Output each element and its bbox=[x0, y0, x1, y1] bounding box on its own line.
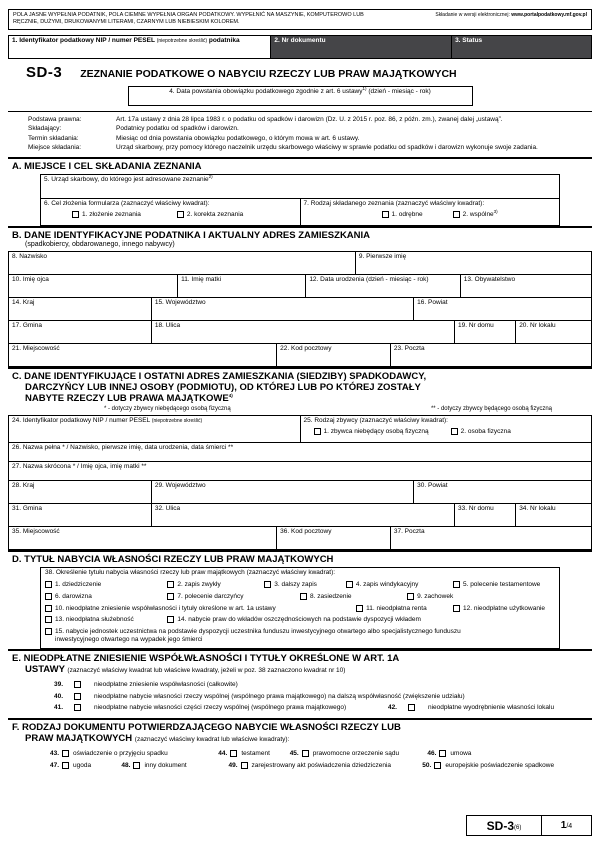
field-7-option-wspolne[interactable] bbox=[453, 208, 498, 219]
field-33-label: 33. Nr domu bbox=[457, 504, 494, 512]
legal-label: Miejsce składania: bbox=[28, 144, 82, 152]
field-45 bbox=[290, 750, 428, 758]
checkbox-icon[interactable] bbox=[74, 704, 81, 711]
checkbox-icon[interactable] bbox=[167, 616, 174, 623]
field-43 bbox=[50, 750, 218, 758]
option-label: 15. nabycie jednostek uczestnictwa na podstawie dyspozycji uczestnika funduszu inwestycyjnego otwartego albo specjalistycznego funduszu inwestycyjnego otwartego na wypadek jego śmierci bbox=[55, 628, 461, 643]
field-32-label: 32. Ulica bbox=[154, 504, 181, 512]
field-22-label: 22. Kod pocztowy bbox=[280, 344, 332, 352]
field-7-label: 7. Rodzaj składanego zeznania (zaznaczyć właściwy kwadrat): bbox=[303, 199, 485, 207]
field-6-option-zlozenie[interactable] bbox=[72, 211, 141, 219]
field-7-rodzaj-zeznania bbox=[301, 199, 561, 226]
legal-row-miejsce bbox=[28, 143, 590, 152]
field-49 bbox=[228, 762, 422, 770]
field-46 bbox=[427, 750, 560, 758]
legal-text: Podatnicy podatku od spadków i darowizn. bbox=[116, 125, 239, 133]
field-48-number: 48. bbox=[121, 762, 131, 769]
form-title: ZEZNANIE PODATKOWE O NABYCIU RZECZY LUB PRAW MAJĄTKOWYCH bbox=[80, 68, 457, 80]
section-f-title-line1: F. RODZAJ DOKUMENTU POTWIERDZAJĄCEGO NABYCIE WŁASNOŚCI RZECZY LUB bbox=[12, 722, 401, 734]
field-39-number: 39. bbox=[54, 680, 64, 688]
field-10-label: 10. Imię ojca bbox=[12, 275, 49, 283]
footer-form-code-text: SD-3 bbox=[486, 818, 514, 833]
checkbox-icon[interactable] bbox=[356, 605, 363, 612]
field-29-label: 29. Województwo bbox=[154, 481, 206, 489]
checkbox-icon[interactable] bbox=[241, 762, 248, 769]
checkbox-icon[interactable] bbox=[451, 428, 458, 435]
field-8-nazwisko-input[interactable] bbox=[9, 252, 356, 275]
legal-label: Składający: bbox=[28, 125, 62, 133]
section-f-title-note: (zaznaczyć właściwy kwadrat lub właściwe kwadraty): bbox=[134, 736, 290, 744]
field-1-note: (niepotrzebne skreślić) bbox=[156, 38, 208, 44]
id-row bbox=[8, 35, 592, 59]
checkbox-icon[interactable] bbox=[45, 605, 52, 612]
field-13-obywatelstwo-input[interactable] bbox=[461, 275, 592, 298]
field-24-note: (niepotrzebne skreślić) bbox=[151, 417, 203, 424]
field-38-option-12[interactable] bbox=[453, 605, 555, 613]
field-2-label: 2. Nr dokumentu bbox=[274, 37, 326, 44]
checkbox-icon[interactable] bbox=[408, 704, 415, 711]
field-36-label: 36. Kod pocztowy bbox=[280, 527, 332, 535]
field-9-pierwsze-imie-input[interactable] bbox=[356, 252, 592, 275]
section-e-title-note: (zaznaczyć właściwy kwadrat lub właściwe kwadraty, jeżeli w poz. 38 zaznaczono kwadrat nr 10) bbox=[67, 666, 346, 674]
legal-label: Podstawa prawna: bbox=[28, 116, 82, 123]
field-40-label: nieodpłatne nabycie własności rzeczy wspólnej (wspólnego prawa majątkowego) na dalszą współwłasność (zwiększenie udziału) bbox=[94, 692, 465, 700]
field-44-label: testament bbox=[241, 750, 270, 758]
field-42-label: nieodpłatne wyodrębnienie własności lokalu bbox=[427, 704, 555, 712]
section-b-fields bbox=[8, 251, 592, 367]
checkbox-icon[interactable] bbox=[453, 605, 460, 612]
option-label: 11. nieodpłatna renta bbox=[366, 604, 427, 612]
field-19-label: 19. Nr domu bbox=[457, 321, 494, 329]
field-38-option-6[interactable] bbox=[45, 593, 167, 601]
checkbox-icon[interactable] bbox=[167, 581, 174, 588]
field-13-label: 13. Obywatelstwo bbox=[463, 275, 516, 283]
field-29-wojewodztwo-input[interactable] bbox=[152, 481, 414, 504]
option-label: 1. dziedziczenie bbox=[55, 580, 102, 588]
field-47-label: ugoda bbox=[73, 762, 92, 769]
field-40-number: 40. bbox=[54, 692, 64, 700]
field-26-nazwa-pelna-input[interactable] bbox=[9, 443, 592, 462]
field-38-option-8[interactable] bbox=[300, 593, 407, 601]
field-38-option-11[interactable] bbox=[356, 605, 453, 613]
field-48-label: inny dokument bbox=[144, 762, 187, 769]
checkbox-icon[interactable] bbox=[264, 581, 271, 588]
checkbox-icon[interactable] bbox=[407, 593, 414, 600]
field-38-label: 38. Określenie tytułu nabycia własności rzeczy lub praw majątkowych (zaznaczyć właściwy kwadrat): bbox=[45, 568, 336, 576]
checkbox-icon[interactable] bbox=[453, 211, 460, 218]
section-c-title-line1: C. DANE IDENTYFIKUJĄCE I OSTATNI ADRES ZAMIESZKANIA (SIEDZIBY) SPADKODAWCY, bbox=[12, 370, 427, 382]
field-40 bbox=[40, 693, 560, 701]
field-5-label: 5. Urząd skarbowy, do którego jest adresowane zeznanie bbox=[44, 175, 209, 183]
option-label: 5. polecenie testamentowe bbox=[462, 580, 541, 588]
field-6-option-korekta[interactable] bbox=[177, 211, 243, 219]
option-label: 14. nabycie praw do wkładów oszczędnościowych na podstawie dyspozycji wkładem bbox=[177, 616, 421, 624]
option-label: 12. nieodpłatne użytkowanie bbox=[462, 604, 546, 612]
footer-form-version: (6) bbox=[514, 824, 522, 831]
field-8-label: 8. Nazwisko bbox=[12, 252, 48, 260]
checkbox-icon[interactable] bbox=[62, 750, 69, 757]
field-23-poczta-input[interactable] bbox=[391, 344, 592, 367]
section-c-footnote-marker: 4) bbox=[228, 392, 233, 398]
field-38-option-3[interactable] bbox=[264, 581, 346, 589]
legal-text: Art. 17a ustawy z dnia 28 lipca 1983 r. o podatku od spadków i darowizn (Dz. U. z 2015 r. poz. 86, z późn. zm.), zwanej dalej „ustawą”. bbox=[116, 116, 503, 123]
checkbox-icon[interactable] bbox=[382, 211, 389, 218]
checkbox-icon[interactable] bbox=[167, 593, 174, 600]
field-25-option-osoba-fizyczna[interactable] bbox=[451, 428, 511, 436]
field-47-number: 47. bbox=[50, 762, 60, 769]
field-4-footnote-marker: 1) bbox=[362, 85, 367, 91]
field-14-label: 14. Kraj bbox=[12, 298, 35, 306]
checkbox-icon[interactable] bbox=[62, 762, 69, 769]
field-17-gmina-input[interactable] bbox=[9, 321, 152, 344]
field-30-powiat-input[interactable] bbox=[414, 481, 592, 504]
field-10-imie-ojca-input[interactable] bbox=[9, 275, 178, 298]
checkbox-icon[interactable] bbox=[45, 628, 52, 635]
field-27-nazwa-skrocona-input[interactable] bbox=[9, 462, 592, 481]
section-a-header bbox=[8, 157, 592, 174]
option-label: 7. polecenie darczyńcy bbox=[177, 592, 244, 600]
page-footer bbox=[466, 815, 592, 836]
field-5-footnote-marker: 2) bbox=[208, 173, 213, 179]
field-14-kraj-input[interactable] bbox=[9, 298, 152, 321]
legal-row-termin bbox=[28, 134, 590, 143]
legal-text: Miesiąc od dnia powstania obowiązku podatkowego, o którym mowa w art. 6 ustawy. bbox=[116, 134, 360, 142]
efiling-url-link[interactable]: www.portalpodatkowy.mf.gov.pl bbox=[511, 12, 587, 18]
section-a-title: A. MIEJSCE I CEL SKŁADANIA ZEZNANIA bbox=[12, 160, 202, 172]
field-37-label: 37. Poczta bbox=[393, 527, 425, 535]
checkbox-icon[interactable] bbox=[346, 581, 353, 588]
field-7-option-1-label: 1. odrębne bbox=[391, 210, 423, 218]
field-27-label: 27. Nazwa skrócona * / Imię ojca, imię matki ** bbox=[12, 462, 147, 470]
checkbox-icon[interactable] bbox=[74, 681, 81, 688]
option-label: 2. zapis zwykły bbox=[177, 580, 221, 588]
field-38-option-10[interactable] bbox=[45, 605, 356, 613]
field-41-number: 41. bbox=[54, 704, 64, 712]
field-3-label: 3. Status bbox=[455, 37, 483, 44]
section-c-title-line3: NABYTE RZECZY LUB PRAWA MAJĄTKOWE bbox=[25, 392, 229, 404]
field-43-number: 43. bbox=[50, 750, 60, 758]
section-e-header bbox=[8, 649, 592, 677]
checkbox-icon[interactable] bbox=[434, 762, 441, 769]
field-42-number: 42. bbox=[387, 704, 397, 712]
checkbox-icon[interactable] bbox=[300, 593, 307, 600]
field-9-label: 9. Pierwsze imię bbox=[358, 252, 407, 260]
field-28-label: 28. Kraj bbox=[12, 481, 35, 489]
field-6-option-1-label: 1. złożenie zeznania bbox=[82, 210, 141, 218]
field-25-option-1-label: 1. zbywca niebędący osobą fizyczną bbox=[323, 427, 429, 435]
field-38-option-9[interactable] bbox=[407, 593, 555, 601]
legal-text: Urząd skarbowy, przy pomocy którego naczelnik urzędu skarbowego właściwy w sprawie podatku od spadków i darowizn wykonuje swoje zadania. bbox=[116, 144, 538, 152]
field-50-number: 50. bbox=[422, 762, 432, 769]
section-e-fields bbox=[40, 681, 560, 712]
fields-41-42-row bbox=[40, 704, 560, 712]
section-b-subtitle: (spadkobiercy, obdarowanego, innego nabywcy) bbox=[25, 240, 175, 248]
field-42 bbox=[388, 704, 560, 712]
field-25-option-2-label: 2. osoba fizyczna bbox=[460, 427, 511, 435]
header-notice bbox=[8, 9, 592, 30]
field-12-label: 12. Data urodzenia (dzień - miesiąc - rok) bbox=[309, 275, 429, 283]
field-11-imie-matki-input[interactable] bbox=[178, 275, 306, 298]
field-35-miejscowosc-input[interactable] bbox=[9, 527, 277, 550]
field-21-miejscowosc-input[interactable] bbox=[9, 344, 277, 367]
field-12-data-urodzenia-input[interactable] bbox=[306, 275, 460, 298]
field-25-option-niebedacy-osoba-fizyczna[interactable] bbox=[314, 428, 429, 436]
field-4-data-obowiazku-input[interactable] bbox=[128, 86, 473, 106]
section-b-header bbox=[8, 226, 592, 251]
checkbox-icon[interactable] bbox=[453, 581, 460, 588]
section-e-title-line1: E. NIEODPŁATNE ZNIESIENIE WSPÓŁWŁASNOŚCI I TYTUŁY OKREŚLONE W ART. 1A bbox=[12, 652, 400, 664]
checkbox-icon[interactable] bbox=[133, 762, 140, 769]
field-45-label: prawomocne orzeczenie sądu bbox=[312, 750, 400, 758]
field-24-nip-pesel-zbywcy-input[interactable] bbox=[9, 416, 301, 443]
field-45-number: 45. bbox=[289, 750, 299, 758]
footer-form-code bbox=[466, 815, 542, 836]
field-17-label: 17. Gmina bbox=[12, 321, 42, 329]
field-41 bbox=[54, 704, 388, 712]
field-34-nr-lokalu-input[interactable] bbox=[516, 504, 592, 527]
section-c-note-double-star: ** - dotyczy zbywcy będącego osobą fizyczną bbox=[430, 405, 552, 412]
footer-page-total: /4 bbox=[566, 823, 573, 830]
field-39 bbox=[40, 681, 560, 689]
field-38-option-2[interactable] bbox=[167, 581, 264, 589]
field-16-powiat-input[interactable] bbox=[414, 298, 592, 321]
section-f-fields bbox=[40, 750, 560, 770]
field-24-label: 24. Identyfikator podatkowy NIP / numer PESEL bbox=[12, 416, 151, 424]
checkbox-icon[interactable] bbox=[72, 211, 79, 218]
section-c-header bbox=[8, 367, 592, 415]
form-title-bar bbox=[8, 59, 592, 84]
field-30-label: 30. Powiat bbox=[417, 481, 448, 489]
field-47 bbox=[50, 762, 121, 770]
checkbox-icon[interactable] bbox=[177, 211, 184, 218]
field-20-nr-lokalu-input[interactable] bbox=[516, 321, 592, 344]
option-label: 13. nieodpłatna służebność bbox=[55, 616, 134, 624]
field-22-kod-pocztowy-input[interactable] bbox=[277, 344, 391, 367]
field-5-urzad-skarbowy-input[interactable] bbox=[41, 175, 560, 199]
field-46-label: umowa bbox=[450, 750, 472, 758]
section-c-fields bbox=[8, 415, 592, 550]
field-7-option-2-label: 2. wspólne bbox=[462, 210, 494, 218]
field-25-label: 25. Rodzaj zbywcy (zaznaczyć właściwy kwadrat): bbox=[303, 416, 448, 424]
section-f-header bbox=[8, 718, 592, 746]
field-46-number: 46. bbox=[427, 750, 437, 758]
field-1-label: 1. Identyfikator podatkowy NIP / numer PESEL bbox=[12, 37, 155, 44]
field-31-gmina-input[interactable] bbox=[9, 504, 152, 527]
field-6-option-2-label: 2. korekta zeznania bbox=[186, 210, 244, 218]
field-11-label: 11. Imię matki bbox=[181, 275, 222, 283]
field-3-status bbox=[452, 36, 592, 59]
field-44 bbox=[218, 750, 289, 758]
field-32-ulica-input[interactable] bbox=[152, 504, 455, 527]
field-50 bbox=[422, 762, 560, 770]
field-15-wojewodztwo-input[interactable] bbox=[152, 298, 414, 321]
checkbox-icon[interactable] bbox=[45, 581, 52, 588]
section-d-header bbox=[8, 550, 592, 567]
option-label: 6. darowizna bbox=[55, 592, 92, 600]
field-41-label: nieodpłatne nabycie własności części rzeczy wspólnej (wspólnego prawa majątkowego) bbox=[94, 704, 347, 712]
checkbox-icon[interactable] bbox=[45, 616, 52, 623]
field-31-label: 31. Gmina bbox=[12, 504, 42, 512]
field-35-label: 35. Miejscowość bbox=[12, 527, 60, 535]
field-21-label: 21. Miejscowość bbox=[12, 344, 60, 352]
field-38-option-5[interactable] bbox=[453, 581, 555, 589]
section-e-title-line2: USTAWY bbox=[25, 663, 65, 675]
field-4-label: 4. Data powstania obowiązku podatkowego zgodnie z art. 6 ustawy bbox=[169, 88, 363, 95]
field-16-label: 16. Powiat bbox=[417, 298, 448, 306]
section-b-title: B. DANE IDENTYFIKACYJNE PODATNIKA I AKTUALNY ADRES ZAMIESZKANIA bbox=[12, 229, 371, 241]
efiling-prefix: Składanie w wersji elektronicznej: bbox=[435, 12, 510, 18]
option-label: 3. dalszy zapis bbox=[274, 580, 317, 588]
checkbox-icon[interactable] bbox=[45, 593, 52, 600]
field-18-label: 18. Ulica bbox=[154, 321, 181, 329]
field-39-label: nieodpłatne zniesienie współwłasności (całkowite) bbox=[94, 680, 238, 688]
option-label: 8. zasiedzenie bbox=[309, 592, 352, 600]
field-49-label: zarejestrowany akt poświadczenia dziedziczenia bbox=[251, 762, 391, 769]
field-38-tytul-nabycia bbox=[40, 567, 560, 649]
field-1-suffix: podatnika bbox=[208, 37, 240, 44]
field-38-option-7[interactable] bbox=[167, 593, 300, 601]
fill-instructions: POLA JASNE WYPEŁNIA PODATNIK, POLA CIEMNE WYPEŁNIA ORGAN PODATKOWY. WYPEŁNIĆ NA MASZYNIE, KOMPUTEROWO LUB RĘCZNIE, DUŻYMI, DRUKOWANYMI LITERAMI, CZARNYM LUB NIEBIESKIM KOLOREM. bbox=[13, 12, 364, 26]
field-7-footnote-marker: 3) bbox=[493, 208, 498, 214]
field-33-nr-domu-input[interactable] bbox=[455, 504, 516, 527]
field-7-option-odrebne[interactable] bbox=[382, 211, 423, 219]
field-1-nip-pesel-input[interactable] bbox=[9, 36, 271, 59]
section-c-title-line2: DARCZYŃCY LUB INNEJ OSOBY (PODMIOTU), OD KTÓREJ LUB PO KTÓREJ ZOSTAŁY bbox=[25, 381, 421, 393]
field-48 bbox=[121, 762, 228, 770]
field-15-label: 15. Województwo bbox=[154, 298, 206, 306]
checkbox-icon[interactable] bbox=[302, 750, 309, 757]
field-37-poczta-input[interactable] bbox=[391, 527, 592, 550]
field-2-nr-dokumentu bbox=[271, 36, 452, 59]
checkbox-icon[interactable] bbox=[74, 693, 81, 700]
section-f-title-line2: PRAW MAJĄTKOWYCH bbox=[25, 733, 133, 745]
checkbox-icon[interactable] bbox=[439, 750, 446, 757]
legal-row-podstawa bbox=[28, 115, 590, 124]
field-25-rodzaj-zbywcy bbox=[301, 416, 593, 443]
option-label: 9. zachowek bbox=[417, 592, 454, 600]
field-23-label: 23. Poczta bbox=[393, 344, 425, 352]
field-38-option-1[interactable] bbox=[45, 581, 167, 589]
field-38-option-15[interactable] bbox=[45, 628, 555, 644]
form-code: SD-3 bbox=[26, 64, 63, 81]
field-6-cel-zlozenia bbox=[41, 199, 301, 226]
checkbox-icon[interactable] bbox=[314, 428, 321, 435]
field-38-option-4[interactable] bbox=[346, 581, 453, 589]
footer-page-number: 1 bbox=[560, 820, 567, 831]
field-43-label: oświadczenie o przyjęciu spadku bbox=[73, 750, 168, 758]
field-20-label: 20. Nr lokalu bbox=[519, 321, 556, 329]
field-4-format-note: (dzień - miesiąc - rok) bbox=[368, 88, 431, 95]
field-26-label: 26. Nazwa pełna * / Nazwisko, pierwsze imię, data urodzenia, data śmierci ** bbox=[12, 443, 234, 451]
legal-info-block bbox=[8, 111, 592, 157]
section-c-note-star: * - dotyczy zbywcy niebędącego osobą fizyczną bbox=[104, 405, 231, 412]
legal-label: Termin składania: bbox=[28, 134, 79, 142]
field-34-label: 34. Nr lokalu bbox=[519, 504, 556, 512]
field-6-label: 6. Cel złożenia formularza (zaznaczyć właściwy kwadrat): bbox=[44, 199, 210, 207]
legal-row-skladajacy bbox=[28, 124, 590, 133]
field-38-option-13[interactable] bbox=[45, 616, 167, 624]
option-label: 4. zapis windykacyjny bbox=[355, 580, 419, 588]
field-36-kod-pocztowy-input[interactable] bbox=[277, 527, 391, 550]
section-a-fields bbox=[40, 174, 560, 226]
efiling-info bbox=[369, 12, 587, 27]
field-19-nr-domu-input[interactable] bbox=[455, 321, 516, 344]
field-50-label: europejskie poświadczenie spadkowe bbox=[445, 762, 555, 769]
checkbox-icon[interactable] bbox=[230, 750, 237, 757]
field-44-number: 44. bbox=[218, 750, 228, 758]
field-18-ulica-input[interactable] bbox=[152, 321, 455, 344]
footer-page-indicator bbox=[542, 815, 592, 836]
section-d-title: D. TYTUŁ NABYCIA WŁASNOŚCI RZECZY LUB PRAW MAJĄTKOWYCH bbox=[12, 553, 334, 565]
option-label: 10. nieodpłatne zniesienie współwłasności i tytuły określone w art. 1a ustawy bbox=[55, 604, 276, 612]
field-38-option-14[interactable] bbox=[167, 616, 555, 624]
field-28-kraj-input[interactable] bbox=[9, 481, 152, 504]
field-49-number: 49. bbox=[228, 762, 238, 769]
